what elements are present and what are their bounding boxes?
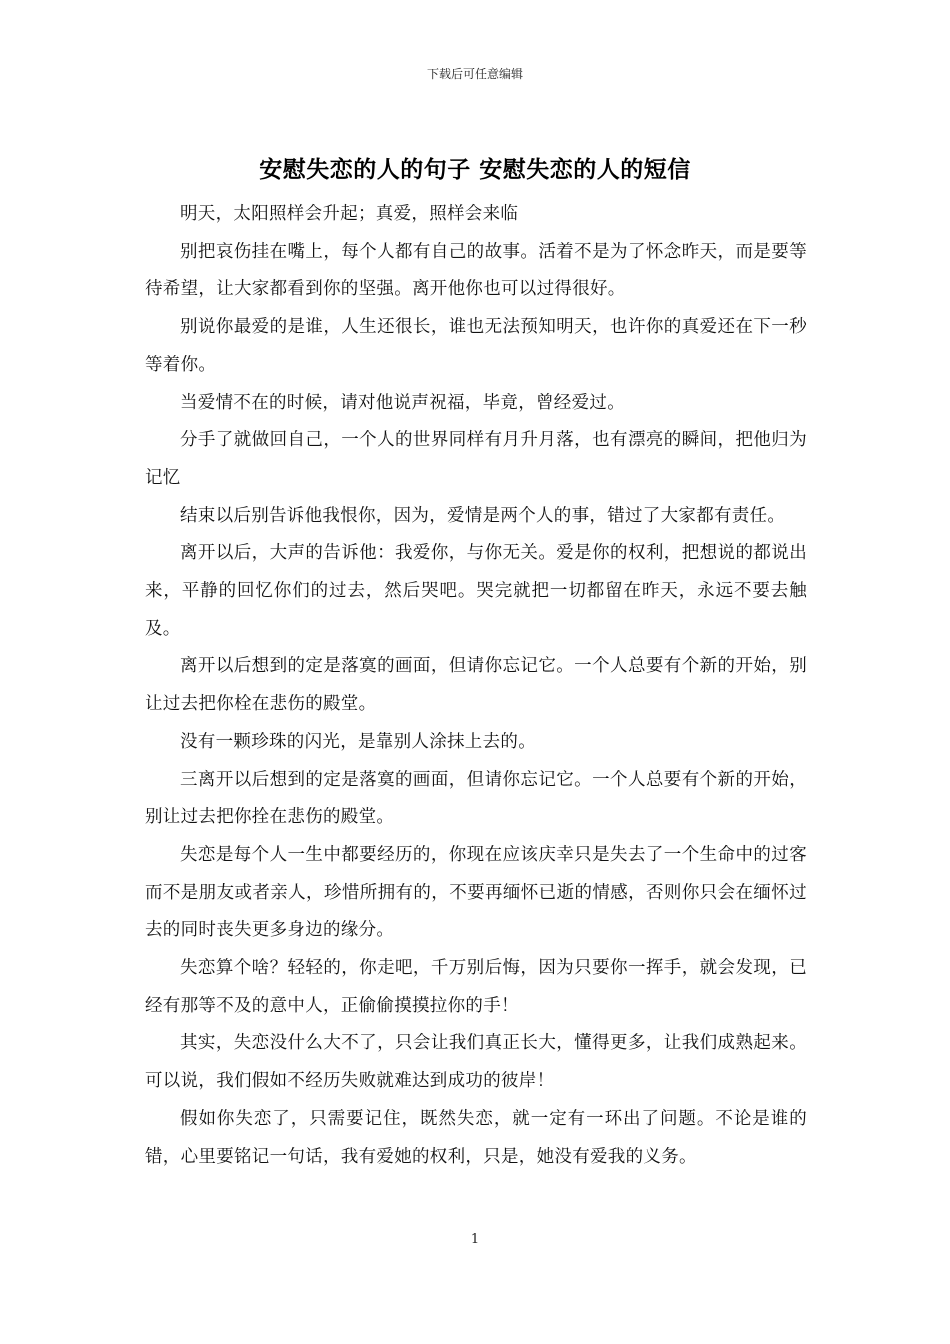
- page-number: 1: [470, 1232, 480, 1247]
- page-header-note: 下载后可任意编辑: [426, 67, 523, 81]
- paragraph: 明天，太阳照样会升起；真爱，照样会来临: [180, 204, 519, 224]
- document-body: [145, 196, 807, 1176]
- paragraph: 分手了就做回自己，一个人的世界同样有月升月落，也有漂亮的瞬间，把他归为记忆: [145, 430, 807, 488]
- paragraph: 离开以后，大声的告诉他：我爱你，与你无关。爱是你的权利，把想说的都说出来，平静的回忆你们的过去，然后哭吧。哭完就把一切都留在昨天，永远不要去触及。: [145, 543, 807, 639]
- paragraph: 没有一颗珍珠的闪光，是靠别人涂抹上去的。: [180, 731, 536, 752]
- paragraph: 离开以后想到的定是落寞的画面，但请你忘记它。一个人总要有个新的开始，别让过去把你栓在悲伤的殿堂。: [145, 656, 807, 715]
- document-title: 安慰失恋的人的句子 安慰失恋的人的短信: [259, 156, 691, 183]
- paragraph: 假如你失恋了，只需要记住，既然失恋，就一定有一环出了问题。不论是谁的错，心里要铭记一句话，我有爱她的权利，只是，她没有爱我的义务。: [145, 1108, 807, 1167]
- paragraph: 其实，失恋没什么大不了，只会让我们真正长大，懂得更多，让我们成熟起来。可以说，我们假如不经历失败就难达到成功的彼岸！: [145, 1033, 807, 1092]
- paragraph: 当爱情不在的时候，请对他说声祝福，毕竟，曾经爱过。: [180, 392, 625, 413]
- paragraph: 失恋算个啥？轻轻的，你走吧，千万别后悔，因为只要你一挥手，就会发现，已经有那等不及的意中人，正偷偷摸摸拉你的手！: [145, 958, 807, 1016]
- paragraph: 三离开以后想到的定是落寞的画面，但请你忘记它。一个人总要有个新的开始，别让过去把你拴在悲伤的殿堂。: [145, 769, 807, 828]
- paragraph: 别把哀伤挂在嘴上，每个人都有自己的故事。活着不是为了怀念昨天，而是要等待希望，让大家都看到你的坚强。离开他你也可以过得很好。: [145, 241, 807, 300]
- paragraph: 别说你最爱的是谁，人生还很长，谁也无法预知明天，也许你的真爱还在下一秒等着你。: [145, 317, 807, 375]
- paragraph: 失恋是每个人一生中都要经历的，你现在应该庆幸只是失去了一个生命中的过客而不是朋友或者亲人，珍惜所拥有的，不要再缅怀已逝的情感，否则你只会在缅怀过去的同时丧失更多身边的缘分。: [145, 844, 807, 941]
- paragraph: 结束以后别告诉他我恨你，因为，爱情是两个人的事，错过了大家都有责任。: [180, 505, 786, 526]
